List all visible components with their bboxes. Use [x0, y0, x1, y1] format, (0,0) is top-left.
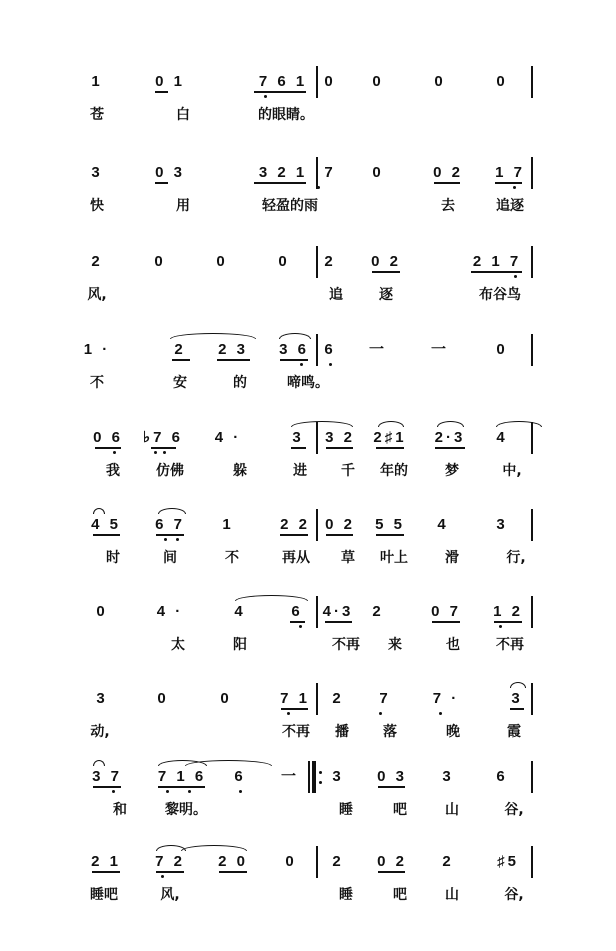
lyric: 追: [329, 287, 343, 303]
lyric: 睡吧: [90, 887, 118, 903]
lyric: 滑: [445, 550, 459, 566]
barline: [316, 846, 318, 878]
lyric: 追逐: [496, 198, 524, 214]
beam-underline: [290, 621, 305, 623]
lyric: 逐: [379, 287, 393, 303]
note: 2♯1: [373, 429, 407, 446]
beam-underline: [495, 182, 522, 184]
beam-underline: [326, 447, 353, 449]
note: 2: [324, 253, 336, 270]
slur: [93, 760, 105, 766]
slur: [291, 421, 353, 427]
barline: [316, 246, 318, 278]
beam-underline: [378, 871, 405, 873]
beam-underline: [510, 708, 524, 710]
beam-underline: [93, 534, 120, 536]
lyric: 也: [446, 637, 460, 653]
slur: [158, 508, 186, 514]
note: 0 2: [377, 853, 407, 870]
lyric: 不再: [282, 724, 310, 740]
slur: [378, 421, 404, 427]
note: 7 ·: [432, 690, 460, 707]
note: 7 2: [155, 853, 185, 870]
beam-underline: [434, 182, 460, 184]
note: 0: [216, 253, 228, 270]
note: 0: [157, 690, 169, 707]
lyric: 安: [173, 375, 187, 391]
lyric: 白: [176, 107, 190, 123]
slur: [437, 421, 464, 427]
octave-dot-low: [287, 712, 290, 715]
slur: [279, 333, 311, 339]
note: 7: [324, 164, 336, 181]
barline-end: [531, 761, 533, 793]
note: 0: [496, 341, 508, 358]
slur: [510, 682, 526, 688]
note: 4 5: [91, 516, 121, 533]
lyric: 进: [293, 463, 307, 479]
note: 2 1 7: [472, 253, 522, 270]
note: ♯5: [497, 853, 519, 870]
note: 6 7: [155, 516, 185, 533]
lyric: 风,: [87, 287, 107, 303]
barline: [316, 66, 318, 98]
lyric: 草: [341, 550, 355, 566]
note: 2: [442, 853, 454, 870]
note: 3: [442, 768, 454, 785]
lyric: 躲: [233, 463, 247, 479]
note: 2 1: [91, 853, 121, 870]
beam-underline: [494, 621, 522, 623]
note: 4: [496, 429, 508, 446]
beam-underline: [95, 447, 121, 449]
note: 5 5: [375, 516, 405, 533]
note: 0 2: [325, 516, 355, 533]
beam-underline: [432, 621, 460, 623]
barline-end: [531, 683, 533, 715]
octave-dot-low: [163, 451, 166, 454]
octave-dot-low: [299, 625, 302, 628]
lyric: 睡: [339, 802, 353, 818]
lyric: 山: [445, 802, 459, 818]
beam-underline: [158, 786, 205, 788]
note: 1 ·: [83, 341, 111, 358]
barline: [316, 157, 318, 189]
lyric: 去: [441, 198, 455, 214]
note: 1 2: [493, 603, 523, 620]
note: 2 3: [218, 341, 248, 358]
note: 3: [96, 690, 108, 707]
lyric: 时: [106, 550, 120, 566]
note: 0 1: [155, 73, 185, 90]
octave-dot-low: [513, 186, 516, 189]
note: 2: [174, 341, 186, 358]
lyric: 中,: [502, 463, 522, 479]
barline-end: [531, 846, 533, 878]
barline-end: [531, 66, 533, 98]
slur: [185, 760, 272, 766]
repeat-dot: [319, 771, 322, 774]
note: 2: [91, 253, 103, 270]
octave-dot-low: [439, 712, 442, 715]
octave-dot-low: [239, 790, 242, 793]
beam-underline: [155, 182, 168, 184]
beam-underline: [151, 447, 176, 449]
lyric: 霞: [507, 724, 521, 740]
note: 7 1 6: [157, 768, 207, 785]
octave-dot-low: [176, 538, 179, 541]
slur: [496, 421, 542, 427]
note: 0: [434, 73, 446, 90]
beam-underline: [325, 621, 352, 623]
note: 0: [220, 690, 232, 707]
beam-underline: [376, 447, 404, 449]
note: 一: [430, 341, 449, 358]
note: 2 0: [218, 853, 248, 870]
beam-underline: [156, 534, 184, 536]
lyric: 的眼睛。: [258, 107, 314, 123]
beam-underline: [372, 271, 400, 273]
lyric: 谷,: [504, 887, 524, 903]
note: 3 2: [325, 429, 355, 446]
lyric: 我: [106, 463, 120, 479]
note: 0: [496, 73, 508, 90]
beam-underline: [280, 359, 308, 361]
note: 4: [234, 603, 246, 620]
repeat-thin-bar: [308, 761, 310, 793]
lyric: 和: [113, 802, 127, 818]
lyric: 吧: [393, 802, 407, 818]
octave-dot-low: [329, 363, 332, 366]
lyric: 晚: [446, 724, 460, 740]
note: 3: [496, 516, 508, 533]
lyric: 年的: [380, 463, 408, 479]
lyric: 阳: [233, 637, 247, 653]
note: 2·3: [434, 429, 466, 446]
barline-end: [531, 157, 533, 189]
lyric: 太: [171, 637, 185, 653]
note: 3: [511, 690, 523, 707]
octave-dot-low: [499, 625, 502, 628]
lyric: 千: [341, 463, 355, 479]
beam-underline: [155, 91, 168, 93]
note: 1: [222, 516, 234, 533]
lyric: 苍: [90, 107, 104, 123]
note: 0 3: [155, 164, 185, 181]
beam-underline: [376, 534, 404, 536]
note: 2: [332, 853, 344, 870]
note: 3: [292, 429, 304, 446]
repeat-thick-bar: [312, 761, 316, 793]
lyric: 落: [383, 724, 397, 740]
slur: [170, 333, 256, 339]
note: 0 2: [371, 253, 401, 270]
note: 2: [332, 690, 344, 707]
note: 3 2 1: [258, 164, 308, 181]
lyric: 不再: [496, 637, 524, 653]
note: 0: [372, 73, 384, 90]
octave-dot-low: [161, 875, 164, 878]
barline-end: [531, 246, 533, 278]
note: 4 ·: [156, 603, 184, 620]
note: 1 7: [495, 164, 525, 181]
lyric: 仿佛: [156, 463, 184, 479]
lyric: 风,: [160, 887, 180, 903]
note: 0 6: [93, 429, 123, 446]
beam-underline: [326, 534, 353, 536]
beam-underline: [281, 708, 308, 710]
note: 4·3: [322, 603, 354, 620]
barline: [316, 509, 318, 541]
beam-underline: [92, 871, 120, 873]
barline: [316, 596, 318, 628]
lyric: 用: [176, 198, 190, 214]
note: 6: [234, 768, 246, 785]
slur: [181, 845, 247, 851]
octave-dot-low: [300, 363, 303, 366]
lyric: 不: [225, 550, 239, 566]
lyric: 谷,: [504, 802, 524, 818]
note: 0 3: [377, 768, 407, 785]
lyric: 睡: [339, 887, 353, 903]
beam-underline: [156, 871, 184, 873]
note: 0: [372, 164, 384, 181]
lyric: 叶上: [380, 550, 408, 566]
barline: [316, 334, 318, 366]
note: 3: [91, 164, 103, 181]
repeat-dot: [319, 781, 322, 784]
octave-dot-low: [188, 790, 191, 793]
lyric: 动,: [90, 724, 110, 740]
note: 7: [379, 690, 391, 707]
octave-dot-low: [113, 451, 116, 454]
barline-end: [531, 334, 533, 366]
note: 1: [91, 73, 103, 90]
barline-end: [531, 596, 533, 628]
note: 6: [324, 341, 336, 358]
note: 0: [154, 253, 166, 270]
beam-underline: [471, 271, 522, 273]
barline-end: [531, 509, 533, 541]
lyric: 吧: [393, 887, 407, 903]
lyric: 轻盈的雨: [262, 198, 318, 214]
note: 0 2: [433, 164, 463, 181]
octave-dot-low: [166, 790, 169, 793]
beam-underline: [254, 182, 306, 184]
octave-dot-low: [264, 95, 267, 98]
note: 4: [437, 516, 449, 533]
slur: [235, 595, 308, 601]
beam-underline: [219, 871, 247, 873]
lyric: 播: [335, 724, 349, 740]
lyric: 啼鸣。: [287, 375, 329, 391]
note: 3 6: [279, 341, 309, 358]
octave-dot-low: [379, 712, 382, 715]
beam-underline: [280, 534, 308, 536]
slur: [93, 508, 105, 514]
beam-underline: [217, 359, 250, 361]
lyric: 不再: [332, 637, 360, 653]
note: 0: [278, 253, 290, 270]
note: 0: [96, 603, 108, 620]
lyric: 梦: [445, 463, 459, 479]
octave-dot-low: [164, 538, 167, 541]
lyric: 山: [445, 887, 459, 903]
note: 6: [291, 603, 303, 620]
lyric: 行,: [506, 550, 526, 566]
note: 0: [324, 73, 336, 90]
note: ♭7 6: [143, 429, 183, 446]
note: 7 6 1: [258, 73, 308, 90]
lyric: 间: [163, 550, 177, 566]
octave-dot-low: [154, 451, 157, 454]
note: 一: [280, 768, 299, 785]
lyric: 黎明。: [165, 802, 207, 818]
note: 3: [332, 768, 344, 785]
note: 2 2: [280, 516, 310, 533]
beam-underline: [254, 91, 306, 93]
note: 6: [496, 768, 508, 785]
beam-underline: [435, 447, 465, 449]
note: 0: [285, 853, 297, 870]
note: 4 ·: [214, 429, 242, 446]
octave-dot-low: [514, 275, 517, 278]
lyric: 来: [388, 637, 402, 653]
beam-underline: [93, 786, 121, 788]
barline: [316, 683, 318, 715]
note: 一: [368, 341, 387, 358]
beam-underline: [378, 786, 405, 788]
octave-dot-low: [112, 790, 115, 793]
note: 0 7: [431, 603, 461, 620]
lyric: 的: [233, 375, 247, 391]
lyric: 不: [90, 375, 104, 391]
beam-underline: [172, 359, 190, 361]
lyric: 快: [90, 198, 104, 214]
note: 3 7: [92, 768, 122, 785]
beam-underline: [291, 447, 306, 449]
octave-dot-low: [317, 186, 320, 189]
note: 7 1: [280, 690, 310, 707]
lyric: 再从: [282, 550, 310, 566]
lyric: 布谷鸟: [479, 287, 521, 303]
note: 2: [372, 603, 384, 620]
